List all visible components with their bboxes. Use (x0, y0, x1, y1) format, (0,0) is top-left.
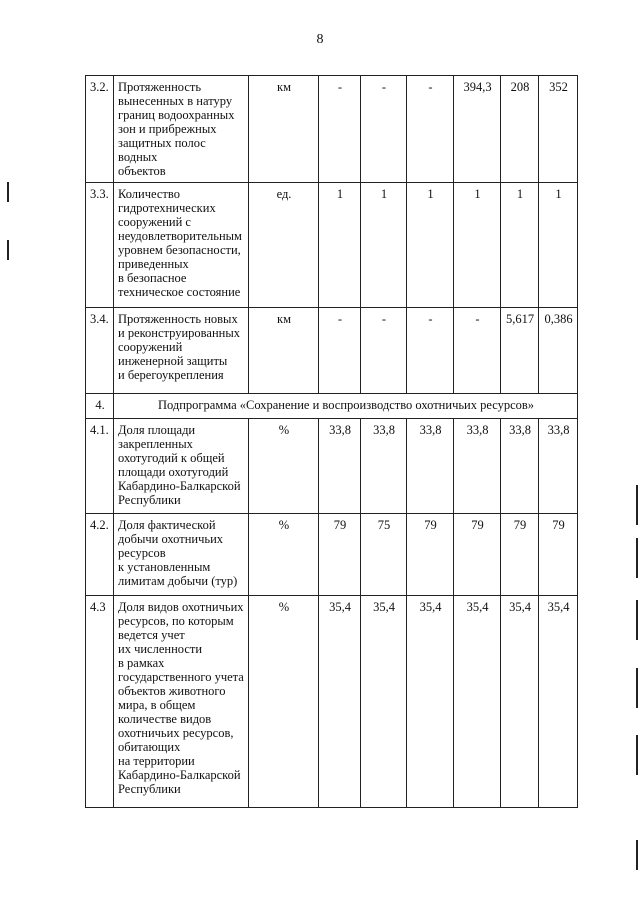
scan-mark (636, 600, 638, 640)
indicators-table (85, 75, 578, 808)
scan-mark (636, 538, 638, 578)
value-cell: - (407, 308, 454, 394)
indicator-name-line: сооружений (118, 340, 183, 354)
indicator-name-line: уровнем безопасности, (118, 243, 241, 257)
indicator-name-line: техническое состояние (118, 285, 241, 299)
value-cell: 33,8 (361, 419, 407, 514)
indicator-name-line: гидротехнических (118, 201, 216, 215)
indicator-name-line: объектов (118, 164, 166, 178)
indicator-name-line: приведенных (118, 257, 189, 271)
value-cell: 0,386 (539, 308, 578, 394)
indicator-name-line: зон и прибрежных (118, 122, 217, 136)
value-cell: 394,3 (454, 76, 501, 183)
indicator-name-line: ведется учет (118, 628, 185, 642)
indicator-name (114, 514, 249, 596)
indicator-name-line: Протяженность новых (118, 312, 238, 326)
value-cell: 208 (501, 76, 539, 183)
scan-mark (7, 240, 9, 260)
value-cell: 79 (319, 514, 361, 596)
value-cell: 35,4 (454, 596, 501, 808)
value-cell: 33,8 (454, 419, 501, 514)
indicator-name-line: закрепленных (118, 437, 193, 451)
indicator-name-line: Количество (118, 187, 180, 201)
value-cell: - (319, 308, 361, 394)
indicator-name (114, 419, 249, 514)
indicator-name-line: Кабардино-Балкарской (118, 768, 241, 782)
indicator-name-line: количестве видов (118, 712, 212, 726)
value-cell: 35,4 (407, 596, 454, 808)
indicator-name-line: границ водоохранных (118, 108, 235, 122)
indicator-name-line: лимитам добычи (тур) (118, 574, 238, 588)
indicator-name-line: Республики (118, 782, 181, 796)
row-number: 3.2. (86, 76, 114, 183)
indicator-name (114, 308, 249, 394)
unit-cell: % (249, 596, 319, 808)
indicator-name-line: ресурсов, по которым (118, 614, 234, 628)
table-row (86, 76, 578, 183)
indicator-name-line: и реконструированных (118, 326, 240, 340)
value-cell: 79 (454, 514, 501, 596)
table-row (86, 419, 578, 514)
value-cell: 1 (539, 183, 578, 308)
section-row (86, 394, 578, 419)
value-cell: - (407, 76, 454, 183)
value-cell: - (319, 76, 361, 183)
indicator-name-line: инженерной защиты (118, 354, 228, 368)
row-number: 4.2. (86, 514, 114, 596)
page-number: 8 (316, 32, 324, 47)
value-cell: - (361, 76, 407, 183)
table-row (86, 308, 578, 394)
value-cell: - (454, 308, 501, 394)
unit-cell: км (249, 76, 319, 183)
row-number: 4.3 (86, 596, 114, 808)
indicator-name-line: мира, в общем (118, 698, 196, 712)
indicator-name-line: обитающих (118, 740, 181, 754)
value-cell: 79 (539, 514, 578, 596)
value-cell: 79 (407, 514, 454, 596)
indicator-name-line: в безопасное (118, 271, 187, 285)
value-cell: 1 (501, 183, 539, 308)
indicator-name-line: к установленным (118, 560, 211, 574)
indicator-name-line: вынесенных в натуру (118, 94, 233, 108)
indicator-name-line: добычи охотничьих (118, 532, 224, 546)
value-cell: - (361, 308, 407, 394)
value-cell: 1 (407, 183, 454, 308)
value-cell: 35,4 (319, 596, 361, 808)
indicator-name-line: объектов животного (118, 684, 226, 698)
row-number: 4. (86, 394, 114, 419)
scan-mark (636, 668, 638, 708)
value-cell: 352 (539, 76, 578, 183)
indicator-name-line: охотничьих ресурсов, (118, 726, 234, 740)
indicator-name-line: на территории (118, 754, 195, 768)
indicator-name-line: их численности (118, 642, 203, 656)
value-cell: 1 (454, 183, 501, 308)
indicator-name-line: Республики (118, 493, 181, 507)
indicator-name-line: сооружений с (118, 215, 191, 229)
row-number: 4.1. (86, 419, 114, 514)
scan-mark (636, 485, 638, 525)
unit-cell: % (249, 514, 319, 596)
indicator-name-line: Доля фактической (118, 518, 216, 532)
value-cell: 33,8 (319, 419, 361, 514)
indicator-name-line: неудовлетворительным (118, 229, 242, 243)
unit-cell: км (249, 308, 319, 394)
value-cell: 75 (361, 514, 407, 596)
value-cell: 1 (361, 183, 407, 308)
indicator-name (114, 76, 249, 183)
indicator-name (114, 183, 249, 308)
scan-mark (636, 735, 638, 775)
value-cell: 35,4 (539, 596, 578, 808)
value-cell: 33,8 (407, 419, 454, 514)
section-title: Подпрограмма «Сохранение и воспроизводство охотничьих ресурсов» (114, 394, 578, 419)
value-cell: 79 (501, 514, 539, 596)
unit-cell: ед. (249, 183, 319, 308)
value-cell: 33,8 (501, 419, 539, 514)
indicator-name-line: охотугодий к общей (118, 451, 225, 465)
scan-mark (7, 182, 9, 202)
indicator-name-line: государственного учета (118, 670, 244, 684)
table-row (86, 514, 578, 596)
value-cell: 35,4 (501, 596, 539, 808)
indicator-name-line: защитных полос водных (118, 136, 206, 164)
value-cell: 5,617 (501, 308, 539, 394)
indicator-name-line: Кабардино-Балкарской (118, 479, 241, 493)
indicator-name (114, 596, 249, 808)
unit-cell: % (249, 419, 319, 514)
indicator-name-line: в рамках (118, 656, 165, 670)
table-body (86, 76, 578, 808)
value-cell: 35,4 (361, 596, 407, 808)
value-cell: 1 (319, 183, 361, 308)
row-number: 3.4. (86, 308, 114, 394)
indicator-name-line: Доля видов охотничьих (118, 600, 244, 614)
indicator-name-line: ресурсов (118, 546, 166, 560)
value-cell: 33,8 (539, 419, 578, 514)
indicator-name-line: Доля площади (118, 423, 196, 437)
table-row (86, 183, 578, 308)
table-row (86, 596, 578, 808)
scan-mark (636, 840, 638, 870)
indicator-name-line: и берегоукрепления (118, 368, 224, 382)
row-number: 3.3. (86, 183, 114, 308)
indicator-name-line: площади охотугодий (118, 465, 229, 479)
indicator-name-line: Протяженность (118, 80, 202, 94)
